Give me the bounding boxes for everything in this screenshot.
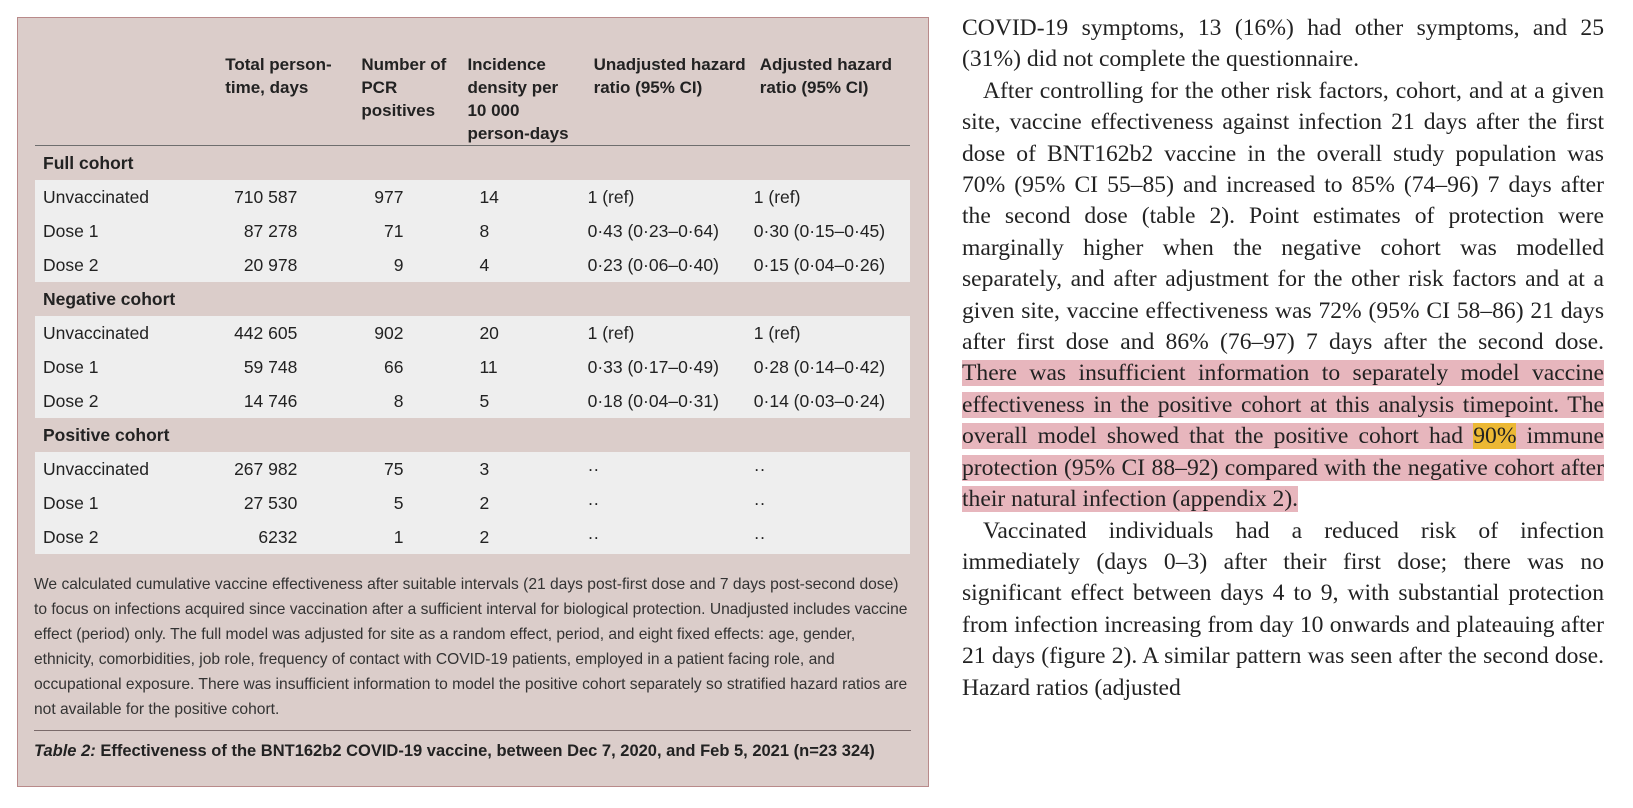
person-time-cell: 14 746	[219, 384, 355, 418]
unadjusted-hr-cell: 1 (ref)	[588, 180, 754, 214]
header-person-time: Total person-time, days	[219, 34, 355, 146]
table-body	[35, 146, 910, 555]
pcr-positives-cell: 1	[355, 520, 461, 554]
adjusted-hr-cell: 0·14 (0·03–0·24)	[754, 384, 910, 418]
adjusted-hr-cell: 1 (ref)	[754, 180, 910, 214]
caption-label: Table 2:	[34, 742, 96, 760]
pcr-positives-cell: 9	[355, 248, 461, 282]
table-footnote: We calculated cumulative vaccine effectiveness after suitable intervals (21 days post-first dose and 7 days post-second dose) to focus on infections acquired since vaccination after a sufficient interval for biological protection. Unadjusted includes vaccine effect (period) only. The full model was adjusted for site as a random effect, period, and eight fixed effects: age, gender, ethnicity, comorbidities, job role, frequency of contact with COVID-19 patients, employed in a patient facing role, and occupational exposure. There was insufficient information to model the positive cohort separately so stratified hazard ratios are not available for the positive cohort.	[34, 576, 908, 718]
header-adjusted-hr: Adjusted hazard ratio (95% CI)	[754, 34, 910, 146]
table-row	[35, 214, 910, 248]
section-title: Negative cohort	[43, 288, 176, 309]
pcr-positives-cell: 902	[355, 316, 461, 350]
table-header-row	[35, 34, 910, 146]
incidence-density-cell: 8	[461, 214, 587, 248]
unadjusted-hr-cell: ··	[588, 486, 754, 520]
incidence-density-cell: 14	[461, 180, 587, 214]
row-label-cell: Dose 1	[35, 214, 219, 248]
article-body	[962, 13, 1604, 704]
table-row	[35, 384, 910, 418]
person-time-cell: 710 587	[219, 180, 355, 214]
header-unadjusted-hr: Unadjusted hazard ratio (95% CI)	[588, 34, 754, 146]
adjusted-hr-cell: 0·15 (0·04–0·26)	[754, 248, 910, 282]
pcr-positives-cell: 977	[355, 180, 461, 214]
table-row	[35, 248, 910, 282]
person-time-cell: 6232	[219, 520, 355, 554]
person-time-cell: 442 605	[219, 316, 355, 350]
table-caption	[34, 738, 914, 764]
body-paragraph-3: Vaccinated individuals had a reduced risk of infection immediately (days 0–3) after their first dose; there was no significant effect between days 4 to 9, with substantial protection from infection increasing from day 10 onwards and plateauing after 21 days (figure 2). A similar pattern was seen after the second dose. Hazard ratios (adjusted	[962, 517, 1604, 701]
header-blank	[35, 34, 219, 146]
adjusted-hr-cell: ··	[754, 520, 910, 554]
adjusted-hr-cell: 1 (ref)	[754, 316, 910, 350]
table-row	[35, 316, 910, 350]
table-row	[35, 452, 910, 486]
row-label-cell: Dose 2	[35, 384, 219, 418]
incidence-density-cell: 3	[461, 452, 587, 486]
unadjusted-hr-cell: 0·18 (0·04–0·31)	[588, 384, 754, 418]
section-header-row	[35, 146, 910, 181]
section-header-row	[35, 418, 910, 452]
incidence-density-cell: 5	[461, 384, 587, 418]
person-time-cell: 27 530	[219, 486, 355, 520]
pcr-positives-cell: 8	[355, 384, 461, 418]
body-paragraph-1: COVID-19 symptoms, 13 (16%) had other symptoms, and 25 (31%) did not complete the questionnaire.	[962, 15, 1604, 73]
header-pcr-positives: Number of PCR positives	[355, 34, 461, 146]
pcr-positives-cell: 75	[355, 452, 461, 486]
person-time-cell: 20 978	[219, 248, 355, 282]
header-incidence: Incidence density per 10 000 person-days	[461, 34, 587, 146]
row-label-cell: Unvaccinated	[35, 316, 219, 350]
incidence-density-cell: 4	[461, 248, 587, 282]
table-row	[35, 350, 910, 384]
p2-plain-text: After controlling for the other risk factors, cohort, and at a given site, vaccine effectiveness against infection 21 days after the first dose of BNT162b2 vaccine in the overall study population was 70% (95% CI 55–85) and increased to 85% (74–96) 7 days after the second dose (table 2). Point estimates of protection were marginally higher when the negative cohort was modelled separately, and after adjustment for the other risk factors and at a given site, vaccine effectiveness was 72% (95% CI 58–86) 21 days after first dose and 86% (76–97) 7 days after the second dose.	[962, 77, 1604, 356]
incidence-density-cell: 2	[461, 520, 587, 554]
adjusted-hr-cell: ··	[754, 486, 910, 520]
adjusted-hr-cell: 0·30 (0·15–0·45)	[754, 214, 910, 248]
unadjusted-hr-cell: ··	[588, 520, 754, 554]
row-label-cell: Unvaccinated	[35, 452, 219, 486]
row-label-cell: Unvaccinated	[35, 180, 219, 214]
caption-divider	[34, 730, 911, 731]
table-row	[35, 486, 910, 520]
unadjusted-hr-cell: 0·23 (0·06–0·40)	[588, 248, 754, 282]
caption-text: Effectiveness of the BNT162b2 COVID-19 vaccine, between Dec 7, 2020, and Feb 5, 2021 (n=23 324)	[95, 742, 875, 760]
body-paragraph-2	[962, 76, 1604, 516]
person-time-cell: 59 748	[219, 350, 355, 384]
unadjusted-hr-cell: 0·33 (0·17–0·49)	[588, 350, 754, 384]
table-row	[35, 520, 910, 554]
incidence-density-cell: 2	[461, 486, 587, 520]
table-row	[35, 180, 910, 214]
row-label-cell: Dose 2	[35, 248, 219, 282]
incidence-density-cell: 20	[461, 316, 587, 350]
person-time-cell: 267 982	[219, 452, 355, 486]
pcr-positives-cell: 71	[355, 214, 461, 248]
unadjusted-hr-cell: 0·43 (0·23–0·64)	[588, 214, 754, 248]
person-time-cell: 87 278	[219, 214, 355, 248]
highlight-pink-b: immune protection (95% CI 88–92) compared with the negative cohort after their natural infection (appendix 2).	[962, 423, 1604, 513]
pcr-positives-cell: 5	[355, 486, 461, 520]
unadjusted-hr-cell: 1 (ref)	[588, 316, 754, 350]
highlight-yellow: 90%	[1473, 423, 1517, 450]
section-title: Positive cohort	[43, 424, 170, 445]
unadjusted-hr-cell: ··	[588, 452, 754, 486]
adjusted-hr-cell: ··	[754, 452, 910, 486]
row-label-cell: Dose 2	[35, 520, 219, 554]
highlight-pink-a: There was insufficient information to separately model vaccine effectiveness in the positive cohort at this analysis timepoint. The overall model showed that the positive cohort had	[962, 360, 1604, 450]
results-table	[35, 34, 910, 554]
section-title: Full cohort	[43, 152, 134, 173]
row-label-cell: Dose 1	[35, 486, 219, 520]
pcr-positives-cell: 66	[355, 350, 461, 384]
table-panel	[17, 17, 929, 787]
incidence-density-cell: 11	[461, 350, 587, 384]
section-header-row	[35, 282, 910, 316]
adjusted-hr-cell: 0·28 (0·14–0·42)	[754, 350, 910, 384]
row-label-cell: Dose 1	[35, 350, 219, 384]
